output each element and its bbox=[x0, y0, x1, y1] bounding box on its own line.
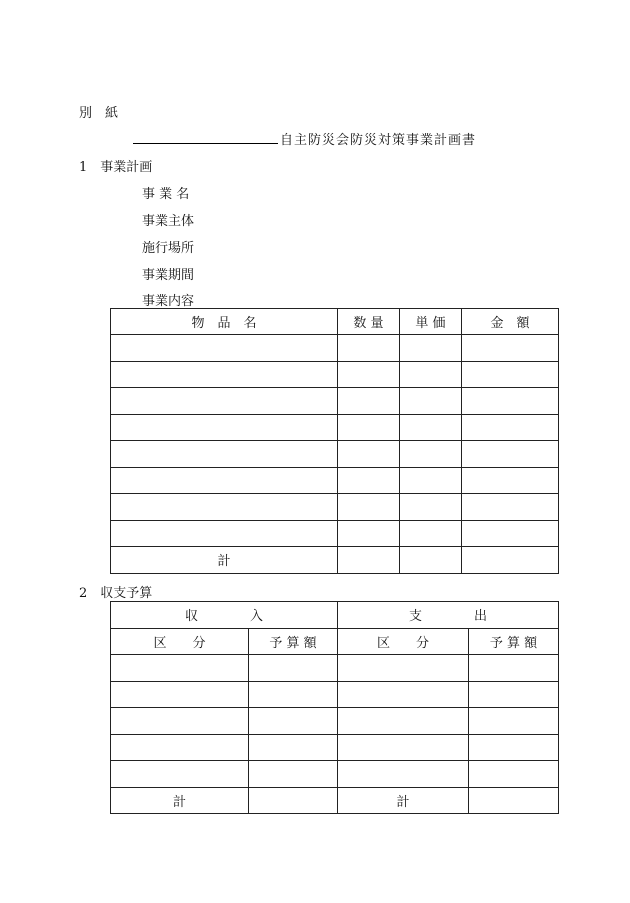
cell[interactable] bbox=[400, 361, 462, 388]
cell[interactable] bbox=[400, 335, 462, 362]
cell[interactable] bbox=[111, 414, 338, 441]
cell[interactable] bbox=[338, 761, 469, 788]
cell[interactable] bbox=[469, 681, 559, 708]
cell[interactable] bbox=[111, 361, 338, 388]
cell[interactable] bbox=[469, 655, 559, 682]
field-period: 事業期間 bbox=[142, 268, 195, 283]
cell[interactable] bbox=[338, 335, 400, 362]
table-row bbox=[111, 467, 559, 494]
income-total-label: 計 bbox=[111, 787, 249, 814]
cell[interactable] bbox=[338, 494, 400, 521]
table-row bbox=[111, 414, 559, 441]
section-2-heading: 2 収支予算 bbox=[79, 586, 153, 601]
cell[interactable] bbox=[462, 494, 559, 521]
cell[interactable] bbox=[400, 441, 462, 468]
cell[interactable] bbox=[469, 734, 559, 761]
expense-amount-header: 予 算 額 bbox=[469, 628, 559, 655]
cell[interactable] bbox=[462, 388, 559, 415]
header-quantity: 数 量 bbox=[338, 309, 400, 335]
cell[interactable] bbox=[462, 547, 559, 574]
table-row bbox=[111, 441, 559, 468]
budget-table bbox=[110, 601, 559, 814]
cell[interactable] bbox=[111, 388, 338, 415]
cell[interactable] bbox=[469, 708, 559, 735]
items-total-row bbox=[111, 547, 559, 574]
cell[interactable] bbox=[111, 655, 249, 682]
header-unit-price: 単 価 bbox=[400, 309, 462, 335]
cell[interactable] bbox=[338, 681, 469, 708]
cell[interactable] bbox=[338, 388, 400, 415]
items-table bbox=[110, 308, 559, 574]
income-amount-header: 予 算 額 bbox=[249, 628, 338, 655]
cell[interactable] bbox=[338, 547, 400, 574]
cell[interactable] bbox=[400, 467, 462, 494]
table-row bbox=[111, 708, 559, 735]
cell[interactable] bbox=[400, 520, 462, 547]
table-row bbox=[111, 734, 559, 761]
cell[interactable] bbox=[400, 494, 462, 521]
cell[interactable] bbox=[469, 787, 559, 814]
income-category-header: 区 分 bbox=[111, 628, 249, 655]
cell[interactable] bbox=[249, 761, 338, 788]
cell[interactable] bbox=[462, 467, 559, 494]
cell[interactable] bbox=[338, 520, 400, 547]
table-row bbox=[111, 761, 559, 788]
table-row bbox=[111, 494, 559, 521]
budget-total-row bbox=[111, 787, 559, 814]
field-description: 事業内容 bbox=[142, 294, 195, 309]
cell[interactable] bbox=[462, 441, 559, 468]
title-blank-line bbox=[133, 143, 278, 144]
document-title: 自主防災会防災対策事業計画書 bbox=[280, 133, 477, 148]
budget-subheader-row bbox=[111, 628, 559, 655]
table-row bbox=[111, 335, 559, 362]
cell[interactable] bbox=[462, 520, 559, 547]
cell[interactable] bbox=[338, 414, 400, 441]
cell[interactable] bbox=[111, 761, 249, 788]
header-amount: 金 額 bbox=[462, 309, 559, 335]
cell[interactable] bbox=[249, 787, 338, 814]
cell[interactable] bbox=[111, 734, 249, 761]
cell[interactable] bbox=[400, 388, 462, 415]
cell[interactable] bbox=[111, 708, 249, 735]
items-total-label: 計 bbox=[111, 547, 338, 574]
cell[interactable] bbox=[469, 761, 559, 788]
cell[interactable] bbox=[111, 681, 249, 708]
cell[interactable] bbox=[338, 441, 400, 468]
cell[interactable] bbox=[249, 681, 338, 708]
cell[interactable] bbox=[462, 335, 559, 362]
section-1-heading: 1 事業計画 bbox=[79, 160, 153, 175]
cell[interactable] bbox=[249, 708, 338, 735]
field-project-owner: 事業主体 bbox=[142, 214, 195, 229]
table-row bbox=[111, 361, 559, 388]
cell[interactable] bbox=[249, 734, 338, 761]
cell[interactable] bbox=[338, 734, 469, 761]
table-row bbox=[111, 520, 559, 547]
table-row bbox=[111, 388, 559, 415]
cell[interactable] bbox=[400, 414, 462, 441]
table-row bbox=[111, 655, 559, 682]
cell[interactable] bbox=[111, 335, 338, 362]
expense-total-label: 計 bbox=[338, 787, 469, 814]
cell[interactable] bbox=[111, 467, 338, 494]
field-project-name: 事 業 名 bbox=[142, 187, 190, 202]
cell[interactable] bbox=[338, 467, 400, 494]
cell[interactable] bbox=[338, 361, 400, 388]
expense-category-header: 区 分 bbox=[338, 628, 469, 655]
budget-header-row bbox=[111, 602, 559, 629]
attachment-label: 別 紙 bbox=[79, 106, 119, 121]
table-row bbox=[111, 681, 559, 708]
header-item-name: 物 品 名 bbox=[111, 309, 338, 335]
income-header: 収 入 bbox=[111, 602, 338, 629]
cell[interactable] bbox=[249, 655, 338, 682]
items-header-row bbox=[111, 309, 559, 335]
field-location: 施行場所 bbox=[142, 241, 195, 256]
cell[interactable] bbox=[111, 441, 338, 468]
cell[interactable] bbox=[111, 494, 338, 521]
cell[interactable] bbox=[400, 547, 462, 574]
cell[interactable] bbox=[462, 361, 559, 388]
cell[interactable] bbox=[111, 520, 338, 547]
cell[interactable] bbox=[462, 414, 559, 441]
cell[interactable] bbox=[338, 655, 469, 682]
expense-header: 支 出 bbox=[338, 602, 559, 629]
cell[interactable] bbox=[338, 708, 469, 735]
